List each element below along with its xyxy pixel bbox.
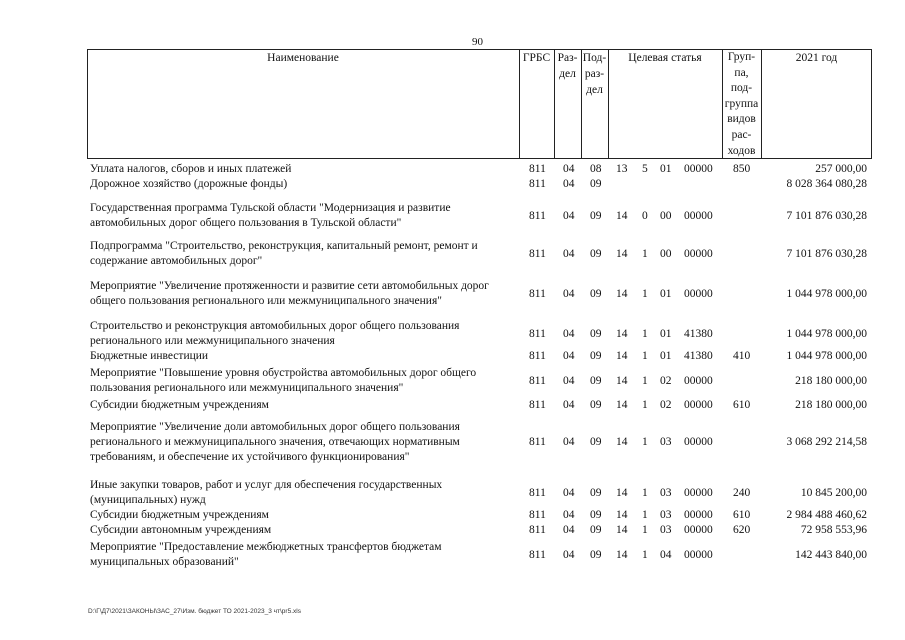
cell-sum: 72 958 553,96 (800, 524, 867, 536)
cell-group: 620 (733, 524, 751, 536)
header-year: 2021 год (795, 52, 838, 64)
cell-cs1: 14 (616, 436, 628, 448)
cell-cs2: 1 (642, 327, 648, 340)
cell-cs4: 41380 (684, 327, 713, 340)
cell-razdel: 04 (563, 350, 575, 362)
cell-cs3: 04 (660, 548, 672, 561)
cell-cs3: 00 (660, 209, 672, 222)
header-group: Груп- па, под- группа видов рас- ходов (724, 51, 759, 157)
table-row (0, 540, 905, 570)
cell-grbs: 811 (529, 509, 546, 521)
cell-sum: 257 000,00 (815, 163, 867, 175)
table-row (0, 398, 905, 413)
cell-podrazdel: 09 (590, 287, 602, 300)
header-grbs: ГРБС (522, 52, 551, 64)
cell-name: Субсидии бюджетным учреждениям (90, 399, 269, 411)
cell-cs4: 00000 (684, 247, 713, 260)
cell-sum: 218 180 000,00 (795, 374, 867, 387)
cell-name: Мероприятие "Повышение уровня обустройства автомобильных дорог общего пользования регионального или межмуниципального значения" (90, 367, 477, 394)
cell-cs3: 02 (660, 399, 672, 411)
cell-grbs: 811 (529, 287, 546, 300)
cell-podrazdel: 09 (590, 524, 602, 536)
cell-grbs: 811 (529, 327, 546, 340)
header-name: Наименование (267, 52, 339, 64)
table-row (0, 366, 905, 396)
cell-cs2: 1 (642, 486, 648, 499)
cell-cs1: 14 (616, 327, 628, 340)
page-number: 90 (472, 36, 483, 48)
cell-cs4: 00000 (684, 374, 713, 387)
cell-grbs: 811 (529, 350, 546, 362)
cell-cs3: 00 (660, 247, 672, 260)
cell-sum: 7 101 876 030,28 (786, 209, 867, 222)
cell-razdel: 04 (563, 178, 575, 190)
cell-cs2: 1 (642, 374, 648, 387)
cell-cs1: 14 (616, 486, 628, 499)
cell-name: Дорожное хозяйство (дорожные фонды) (90, 178, 288, 190)
table-row (0, 478, 905, 508)
cell-cs2: 1 (642, 509, 648, 521)
cell-sum: 10 845 200,00 (800, 486, 867, 499)
cell-grbs: 811 (529, 524, 546, 536)
cell-podrazdel: 09 (590, 548, 602, 561)
cell-podrazdel: 09 (590, 327, 602, 340)
cell-cs1: 14 (616, 287, 628, 300)
cell-cs1: 14 (616, 524, 628, 536)
cell-cs4: 00000 (684, 163, 713, 175)
table-row (0, 201, 905, 231)
cell-cs2: 0 (642, 209, 648, 222)
cell-cs2: 5 (642, 163, 648, 175)
cell-grbs: 811 (529, 209, 546, 222)
cell-podrazdel: 09 (590, 399, 602, 411)
header-target: Целевая статья (628, 52, 702, 64)
table-row (0, 420, 905, 465)
cell-razdel: 04 (563, 209, 575, 222)
cell-cs1: 14 (616, 509, 628, 521)
cell-grbs: 811 (529, 247, 546, 260)
cell-grbs: 811 (529, 486, 546, 499)
cell-cs3: 01 (660, 287, 672, 300)
cell-name: Субсидии бюджетным учреждениям (90, 509, 269, 521)
cell-razdel: 04 (563, 327, 575, 340)
cell-cs1: 14 (616, 209, 628, 222)
cell-cs1: 14 (616, 399, 628, 411)
cell-podrazdel: 09 (590, 247, 602, 260)
cell-razdel: 04 (563, 399, 575, 411)
cell-grbs: 811 (529, 436, 546, 448)
table-row (0, 177, 905, 192)
footer-file-path: D:\Г\Д7\2021\ЗАКОНЫ\ЗАС_27\Изм. бюджет ТО 2021-2023_3 чт\pr5.xls (88, 608, 301, 615)
cell-cs4: 00000 (684, 399, 713, 411)
cell-razdel: 04 (563, 524, 575, 536)
cell-name: Мероприятие "Увеличение протяженности и развитие сети автомобильных дорог общего пользования регионального или межмуниципального значения" (90, 280, 489, 307)
cell-cs2: 1 (642, 524, 648, 536)
cell-grbs: 811 (529, 399, 546, 411)
cell-cs4: 00000 (684, 509, 713, 521)
cell-razdel: 04 (563, 374, 575, 387)
cell-cs2: 1 (642, 287, 648, 300)
cell-sum: 1 044 978 000,00 (786, 327, 867, 340)
cell-podrazdel: 09 (590, 350, 602, 362)
cell-cs2: 1 (642, 399, 648, 411)
cell-podrazdel: 08 (590, 163, 602, 175)
cell-cs3: 01 (660, 350, 672, 362)
cell-podrazdel: 09 (590, 486, 602, 499)
cell-cs4: 41380 (684, 350, 713, 362)
table-row (0, 162, 905, 177)
cell-podrazdel: 09 (590, 509, 602, 521)
header-razdel: Раз- дел (557, 52, 578, 80)
cell-sum: 1 044 978 000,00 (786, 287, 867, 300)
cell-group: 410 (733, 350, 751, 362)
cell-grbs: 811 (529, 374, 546, 387)
cell-cs1: 14 (616, 374, 628, 387)
cell-cs1: 13 (616, 163, 628, 175)
table-row (0, 319, 905, 349)
cell-grbs: 811 (529, 163, 546, 175)
cell-cs2: 1 (642, 247, 648, 260)
cell-podrazdel: 09 (590, 209, 602, 222)
cell-cs2: 1 (642, 350, 648, 362)
cell-cs2: 1 (642, 436, 648, 448)
table-row (0, 523, 905, 538)
table-row (0, 349, 905, 364)
cell-group: 850 (733, 163, 751, 175)
table-row (0, 279, 905, 309)
cell-name: Строительство и реконструкция автомобильных дорог общего пользования регионального или межмуниципального значения (90, 320, 460, 347)
cell-name: Государственная программа Тульской области "Модернизация и развитие автомобильных дорог общего пользования в Тульской области" (90, 202, 451, 229)
cell-cs4: 00000 (684, 486, 713, 499)
cell-sum: 8 028 364 080,28 (786, 178, 867, 190)
cell-group: 240 (733, 486, 751, 499)
cell-cs4: 00000 (684, 209, 713, 222)
cell-grbs: 811 (529, 178, 546, 190)
cell-razdel: 04 (563, 436, 575, 448)
cell-cs3: 01 (660, 163, 672, 175)
cell-sum: 3 068 292 214,58 (786, 436, 867, 448)
cell-razdel: 04 (563, 548, 575, 561)
cell-cs3: 03 (660, 509, 672, 521)
cell-razdel: 04 (563, 509, 575, 521)
cell-razdel: 04 (563, 163, 575, 175)
cell-sum: 2 984 488 460,62 (786, 509, 867, 521)
cell-group: 610 (733, 509, 751, 521)
cell-sum: 7 101 876 030,28 (786, 247, 867, 260)
cell-cs3: 01 (660, 327, 672, 340)
cell-razdel: 04 (563, 287, 575, 300)
cell-sum: 1 044 978 000,00 (786, 350, 867, 362)
cell-name: Мероприятие "Предоставление межбюджетных трансфертов бюджетам муниципальных образований" (90, 541, 442, 568)
cell-name: Подпрограмма "Строительство, реконструкция, капитальный ремонт, ремонт и содержание автомобильных дорог" (90, 240, 478, 267)
cell-podrazdel: 09 (590, 436, 602, 448)
cell-cs3: 02 (660, 374, 672, 387)
cell-name: Бюджетные инвестиции (90, 350, 209, 362)
cell-cs1: 14 (616, 247, 628, 260)
cell-grbs: 811 (529, 548, 546, 561)
cell-name: Уплата налогов, сборов и иных платежей (90, 163, 292, 175)
cell-cs2: 1 (642, 548, 648, 561)
cell-razdel: 04 (563, 486, 575, 499)
cell-cs4: 00000 (684, 524, 713, 536)
cell-cs4: 00000 (684, 436, 713, 448)
cell-cs4: 00000 (684, 287, 713, 300)
cell-cs3: 03 (660, 486, 672, 499)
cell-group: 610 (733, 399, 751, 411)
cell-name: Иные закупки товаров, работ и услуг для обеспечения государственных (муниципальных) нужд (90, 479, 443, 506)
cell-name: Мероприятие "Увеличение доли автомобильных дорог общего пользования регионального и межмуниципального значения, отвечающих нормативным требованиям, и обеспечение их устойчивого функционирования" (90, 421, 460, 463)
cell-razdel: 04 (563, 247, 575, 260)
cell-cs3: 03 (660, 524, 672, 536)
table-row (0, 508, 905, 523)
cell-cs1: 14 (616, 350, 628, 362)
cell-podrazdel: 09 (590, 178, 602, 190)
header-podrazdel: Под- раз- дел (582, 52, 607, 96)
table-row (0, 239, 905, 269)
cell-name: Субсидии автономным учреждениям (90, 524, 272, 536)
cell-cs1: 14 (616, 548, 628, 561)
cell-podrazdel: 09 (590, 374, 602, 387)
cell-cs4: 00000 (684, 548, 713, 561)
cell-sum: 218 180 000,00 (795, 399, 867, 411)
cell-cs3: 03 (660, 436, 672, 448)
cell-sum: 142 443 840,00 (795, 548, 867, 561)
